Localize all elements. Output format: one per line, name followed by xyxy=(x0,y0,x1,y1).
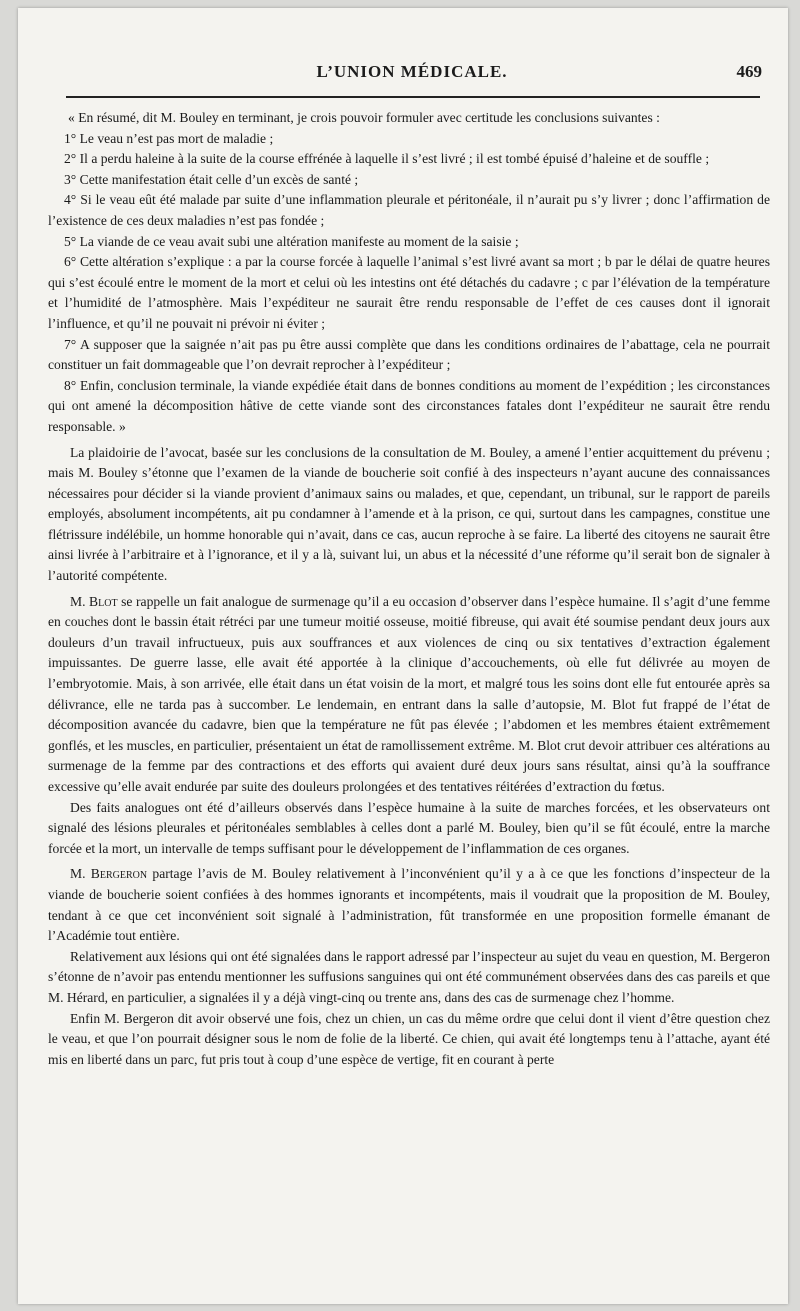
header-rule xyxy=(66,96,760,98)
running-title: L’UNION MÉDICALE. xyxy=(316,62,508,81)
body-text xyxy=(48,108,770,1070)
paragraph-plaidoirie: La plaidoirie de l’avocat, basée sur les conclusions de la consultation de M. Bouley, a amené l’entier acquittement du prévenu ; mais M. Bouley s’étonne que l’examen de la viande de boucherie soit confié à des inspecteurs n’ayant aucune des connaissances nécessaires pour décider si la viande provient d’animaux sains ou malades, et que, cependant, un tribunal, sur le rapport de pareils employés, absolument incompétents, ait pu condamner à l’amende et à la prison, ce qui, surtout dans les campagnes, constitue une flétrissure indélébile, un homme honorable qui n’avait, dans ce cas, aucun reproche à se faire. La liberté des citoyens ne saurait être ainsi livrée à l’arbitraire et à l’ignorance, et il y a là, suivant lui, un abus et la nécessité d’une réforme qu’il serait bon de signaler à l’autorité compétente. xyxy=(48,444,770,584)
conclusion-item: 7° A supposer que la saignée n’ait pas pu être aussi complète que dans les conditions ordinaires de l’abattage, cela ne pourrait constituer un fait dommageable que l’on devrait reprocher à l’expéditeur ; xyxy=(48,336,770,373)
paragraph-text: partage l’avis de M. Bouley relativement à l’inconvénient qu’il y a à ce que les fonctions d’inspecteur de la viande de boucherie soient confiées à des hommes ignorants et incompétents, mais il voudrait que la proposition de M. Bouley, tendant à ce que cet inconvénient soit signalé à l’administration, fût transformée en une proposition formelle émanant de l’Académie tout entière. xyxy=(48,866,770,944)
page-header xyxy=(62,62,762,92)
speaker-name: M. Bergeron xyxy=(70,866,148,882)
conclusion-item: 6° Cette altération s’explique : a par la course forcée à laquelle l’animal s’est livré avant sa mort ; b par le délai de quatre heures qui s’est écoulé entre le moment de la mort et celui où les intestins ont été détachés du cadavre ; c par l’élévation de la température et l’humidité de l’atmosphère. Mais l’expéditeur ne saurait être rendu responsable de l’effet de ces causes dont il ignorait l’influence, et qu’il ne pouvait ni prévoir ni éviter ; xyxy=(48,254,770,331)
quote-lead: « En résumé, dit M. Bouley en terminant, je crois pouvoir formuler avec certitude les conclusions suivantes : xyxy=(68,110,660,125)
conclusion-item: 4° Si le veau eût été malade par suite d’une inflammation pleurale et péritonéale, il n’aurait pu s’y livrer ; donc l’affirmation de l’existence de ces deux maladies n’est pas fondée ; xyxy=(48,192,770,228)
page-number: 469 xyxy=(736,62,762,81)
speaker-name: M. Blot xyxy=(70,593,118,609)
paragraph-chien: Enfin M. Bergeron dit avoir observé une fois, chez un chien, un cas du même ordre que celui dont il vient d’être question chez le veau, et que l’on pourrait désigner sous le nom de folie de la liberté. Ce chien, qui avait été longtemps tenu à l’attache, ayant été mis en liberté dans un parc, fut pris tout à coup d’une espèce de vertige, fit en courant à perte xyxy=(48,1010,770,1067)
document-page xyxy=(18,8,788,1304)
paragraph-text: se rappelle un fait analogue de surmenage qu’il a eu occasion d’observer dans l’espèce humaine. Il s’agit d’une femme en couches dont le bassin était rétréci par une tumeur moitié osseuse, moitié fibreuse, qui avait été soumise pendant deux jours aux douleurs d’un travail infructueux, puis aux souffrances et aux violences de cinq ou six tentatives d’extraction également impuissantes. De guerre lasse, elle avait été apportée à la clinique d’accouchements, où elle fut délivrée au moyen de l’embryotomie. Mais, à son arrivée, elle était dans un état voisin de la mort, et malgré tous les soins dont elle fut entourée après sa délivrance, elle ne tarda pas à succomber. Le lendemain, en entrant dans la salle d’autopsie, M. Blot fut frappé de l’état de décomposition avancée du cadavre, bien que la température ne fût pas élevée ; l’abdomen et les membres étaient extrêmement gonflés, et les muscles, en particulier, présentaient un état de ramollissement extrême. M. Blot crut devoir attribuer ces altérations au surmenage de la femme par des contractions et des efforts qui avaient duré deux jours sans résultat, ainsi qu’à la souffrance excessive qu’elle avait endurée par suite des douleurs prolongées et des tentatives réitérées d’extraction du fœtus. xyxy=(48,593,770,794)
conclusion-item: 3° Cette manifestation était celle d’un excès de santé ; xyxy=(64,171,359,187)
paragraph-faits-analogues: Des faits analogues ont été d’ailleurs observés dans l’espèce humaine à la suite de marches forcées, et les observateurs ont signalé des lésions pleurales et péritonéales semblables à celles dont a parlé M. Bouley, bien qu’il se fût écoulé, entre la marche forcée et la mort, un intervalle de temps suffisant pour le développement de l’inflammation de ces organes. xyxy=(48,799,770,856)
paragraph-lesions: Relativement aux lésions qui ont été signalées dans le rapport adressé par l’inspecteur au sujet du veau en question, M. Bergeron s’étonne de n’avoir pas entendu mentionner les suffusions sanguines qui ont été communément observées dans des cas pareils et que M. Hérard, en particulier, a signalées il y a déjà vingt-cinq ou trente ans, dans des cas de surmenage chez l’homme. xyxy=(48,948,770,1005)
conclusion-item: 2° Il a perdu haleine à la suite de la course effrénée à laquelle il s’est livré ; il est tombé épuisé d’haleine et de souffle ; xyxy=(64,151,710,167)
paragraph-blot xyxy=(48,592,770,798)
conclusions-quote xyxy=(48,108,770,438)
paragraph-bergeron xyxy=(48,864,770,946)
conclusion-item: 1° Le veau n’est pas mort de maladie ; xyxy=(64,130,274,146)
conclusion-item: 8° Enfin, conclusion terminale, la viande expédiée était dans de bonnes conditions au moment de l’expédition ; les circonstances qui ont amené la décomposition hâtive de cette viande sont des circonstances fatales dont l’expéditeur ne saurait être rendu responsable. » xyxy=(48,377,770,434)
conclusion-item: 5° La viande de ce veau avait subi une altération manifeste au moment de la saisie ; xyxy=(64,233,519,249)
